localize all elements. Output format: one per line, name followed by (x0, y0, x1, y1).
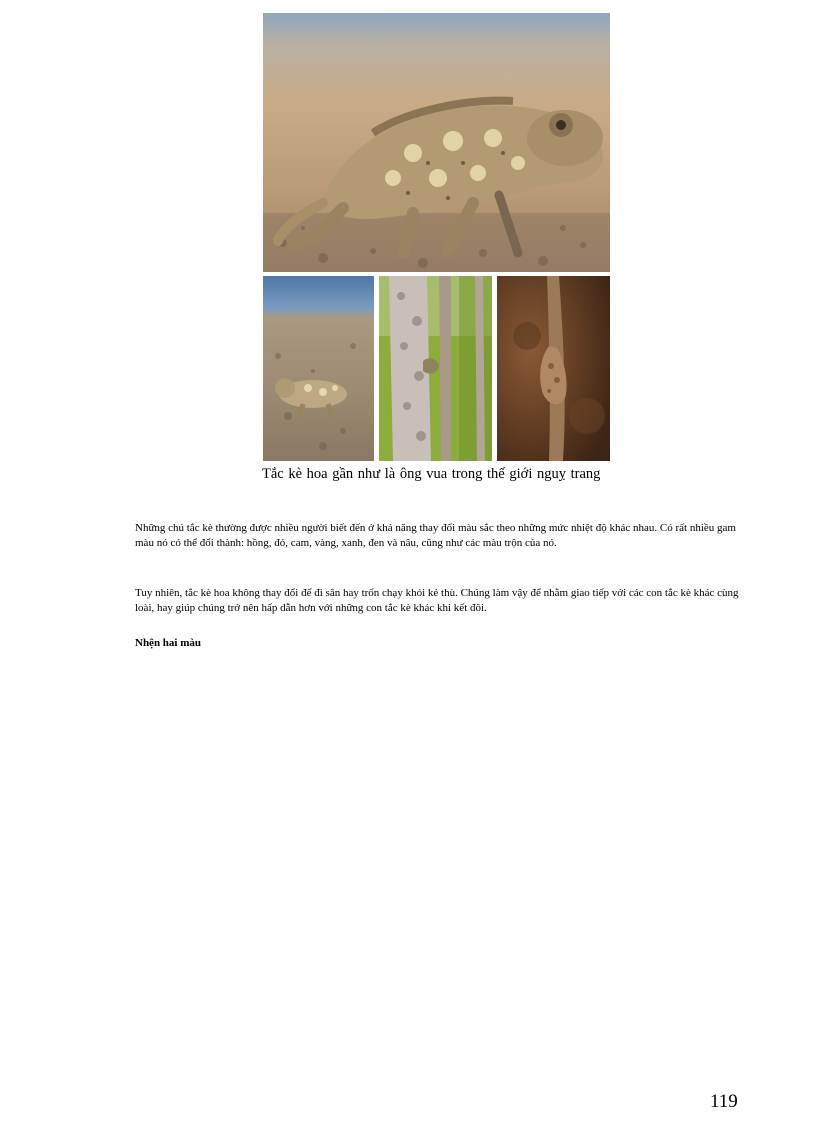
tree-trunk-image (379, 276, 492, 461)
chameleon-tree-trunk-photo (379, 276, 492, 461)
figure-caption: Tắc kè hoa gần như là ông vua trong thế giới nguỵ trang (262, 466, 601, 482)
body-paragraph-color-change: Những chú tắc kè thường được nhiều người biết đến ở khả năng thay đổi màu sắc theo những mức nhiệt độ khác nhau. Có rất nhiều gam màu nó có thể đổi thành: hồng, đỏ, cam, vàng, xanh, đen và nâu, cũng như các màu trộn của nó. (135, 522, 736, 549)
chameleon-main-photo (263, 13, 610, 272)
chameleon-desert-photo (263, 276, 374, 461)
page-number: 119 (710, 1091, 738, 1112)
body-paragraph-communication: Tuy nhiên, tắc kè hoa không thay đổi để đi săn hay trốn chạy khỏi kẻ thù. Chúng làm vậy để nhằm giao tiếp với các con tắc kè khác cùng loài, hay giúp chúng trở nên hấp dẫn hơn với những con tắc kè khác khi kết đôi. (135, 587, 739, 614)
branch-camouflage-image (497, 276, 610, 461)
desert-landscape-image (263, 276, 374, 461)
section-heading: Nhện hai màu (135, 637, 202, 649)
chameleon-branch-photo (497, 276, 610, 461)
chameleon-desert-image (263, 13, 610, 272)
